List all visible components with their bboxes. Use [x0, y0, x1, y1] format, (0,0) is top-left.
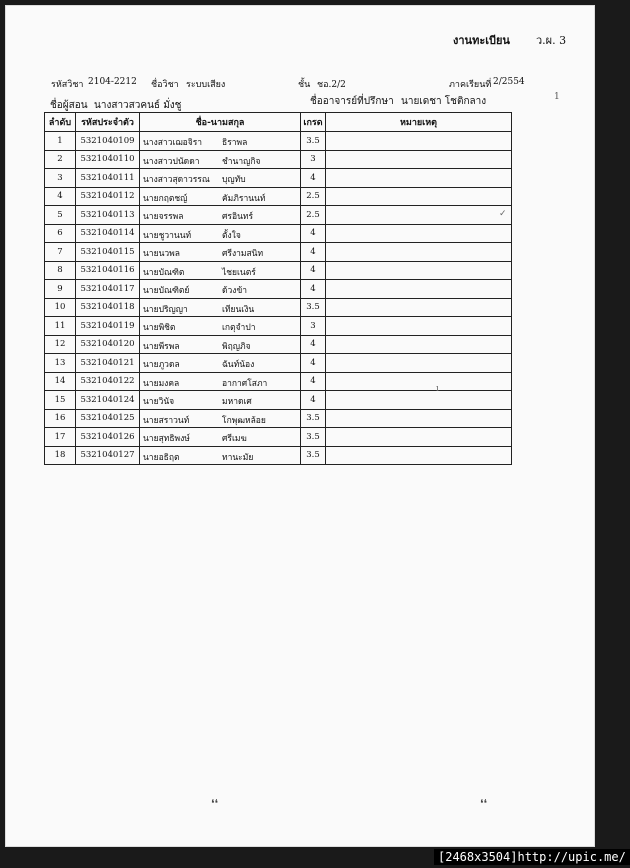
student-name-cell	[140, 428, 301, 447]
student-first-name: นางสาวสุดาวรรณ	[143, 175, 210, 185]
student-id-cell: 5321040115	[76, 243, 140, 262]
student-name-cell	[140, 372, 301, 391]
student-id-cell: 5321040118	[76, 298, 140, 317]
row-no-cell: 17	[45, 428, 76, 447]
student-name-cell	[140, 169, 301, 188]
student-last-name: อากาศโสภา	[222, 378, 268, 389]
teacher-label: ชื่อผู้สอน	[50, 100, 88, 111]
grade-cell: 4	[301, 391, 326, 410]
table-row	[45, 187, 512, 206]
student-id-cell: 5321040116	[76, 261, 140, 280]
col-id-header: รหัสประจำตัว	[76, 113, 140, 132]
advisor-label: ชื่ออาจารย์ที่ปรึกษา	[310, 96, 394, 107]
image-source-banner: [2468x3504]http://upic.me/	[434, 849, 630, 865]
grade-cell: 4	[301, 261, 326, 280]
pen-mark: ı	[436, 384, 439, 394]
row-no-cell: 12	[45, 335, 76, 354]
table-row	[45, 261, 512, 280]
grade-cell: 4	[301, 243, 326, 262]
note-cell	[326, 391, 512, 410]
student-first-name: นายปริญญา	[143, 304, 188, 315]
row-no-cell: 2	[45, 150, 76, 169]
table-row	[45, 317, 512, 336]
note-cell	[326, 409, 512, 428]
student-name-cell	[140, 150, 301, 169]
note-cell	[326, 243, 512, 262]
check-mark: ✓	[499, 209, 507, 219]
student-id-cell: 5321040109	[76, 132, 140, 151]
table-row	[45, 372, 512, 391]
course-code-value: 2104-2212	[88, 77, 137, 87]
class-value: ชอ.2/2	[317, 80, 346, 90]
student-last-name: ทานะมัย	[222, 452, 254, 463]
col-note-header: หมายเหตุ	[326, 113, 512, 132]
table-row	[45, 243, 512, 262]
table-row	[45, 280, 512, 299]
student-last-name: โกพุฒหล้อย	[222, 415, 266, 426]
grade-cell: 3.5	[301, 409, 326, 428]
term-value: 2/2554	[493, 77, 525, 87]
student-last-name: ธิราพล	[222, 138, 248, 148]
note-cell	[326, 187, 512, 206]
grade-cell: 2.5	[301, 206, 326, 225]
row-no-cell: 3	[45, 169, 76, 188]
student-first-name: นายวินัจ	[143, 397, 175, 407]
student-name-cell	[140, 206, 301, 225]
student-last-name: ไชยเนตร์	[222, 267, 256, 278]
student-last-name: พิฤญภิจ	[222, 341, 251, 352]
grade-cell: 4	[301, 224, 326, 243]
student-last-name: เกตุจำปา	[222, 323, 256, 333]
student-id-cell: 5321040113	[76, 206, 140, 225]
student-first-name: นายชูวานนท์	[143, 230, 192, 241]
table-header-row	[45, 113, 512, 132]
row-no-cell: 9	[45, 280, 76, 299]
student-name-cell	[140, 280, 301, 299]
advisor-value: นายเดชา โชติกลาง	[401, 96, 487, 107]
col-grade-header: เกรด	[301, 113, 326, 132]
note-cell	[326, 298, 512, 317]
student-id-cell: 5321040126	[76, 428, 140, 447]
note-cell	[326, 280, 512, 299]
student-first-name: นายสราวนท์	[143, 415, 190, 426]
student-first-name: นายกฤตชญ์	[143, 193, 188, 204]
student-name-cell	[140, 243, 301, 262]
student-id-cell: 5321040120	[76, 335, 140, 354]
row-no-cell: 8	[45, 261, 76, 280]
row-no-cell: 16	[45, 409, 76, 428]
student-name-cell	[140, 187, 301, 206]
student-name-cell	[140, 391, 301, 410]
student-last-name: เทียนเงิน	[222, 304, 255, 315]
grade-cell: 2.5	[301, 187, 326, 206]
student-first-name: นายพิชิต	[143, 323, 176, 333]
term-label: ภาคเรียนที่	[449, 80, 492, 90]
note-cell	[326, 317, 512, 336]
grade-cell: 3.5	[301, 132, 326, 151]
student-last-name: ตั้งใจ	[222, 230, 241, 241]
note-cell	[326, 354, 512, 373]
side-mark: 1	[554, 92, 560, 102]
row-no-cell: 1	[45, 132, 76, 151]
student-name-cell	[140, 409, 301, 428]
student-first-name: นางสาวปนัดดา	[143, 156, 200, 167]
table-row	[45, 428, 512, 447]
note-cell	[326, 335, 512, 354]
student-name-cell	[140, 261, 301, 280]
row-no-cell: 15	[45, 391, 76, 410]
grade-cell: 4	[301, 372, 326, 391]
student-id-cell: 5321040112	[76, 187, 140, 206]
office-title: งานทะเบียน	[453, 34, 510, 47]
grade-cell: 4	[301, 280, 326, 299]
note-cell	[326, 372, 512, 391]
student-first-name: นายภูวดล	[143, 360, 180, 370]
note-cell	[326, 446, 512, 465]
student-id-cell: 5321040114	[76, 224, 140, 243]
student-last-name: ศรีเมฆ	[222, 434, 247, 444]
student-last-name: ศรอินทร์	[222, 212, 254, 222]
student-last-name: บุญทับ	[222, 175, 246, 185]
table-row	[45, 446, 512, 465]
student-id-cell: 5321040124	[76, 391, 140, 410]
table-row	[45, 335, 512, 354]
student-name-cell	[140, 446, 301, 465]
grade-table	[44, 112, 512, 465]
student-first-name: นายอธิฤต	[143, 452, 180, 463]
note-cell	[326, 428, 512, 447]
table-row	[45, 206, 512, 225]
student-id-cell: 5321040122	[76, 372, 140, 391]
row-no-cell: 13	[45, 354, 76, 373]
row-no-cell: 11	[45, 317, 76, 336]
student-last-name: ชำนาญกิจ	[222, 156, 261, 167]
note-cell	[326, 224, 512, 243]
student-first-name: นางสาวเฌอจิรา	[143, 138, 203, 148]
row-no-cell: 6	[45, 224, 76, 243]
row-no-cell: 7	[45, 243, 76, 262]
student-name-cell	[140, 317, 301, 336]
grade-cell: 4	[301, 335, 326, 354]
grade-cell: 3.5	[301, 446, 326, 465]
student-name-cell	[140, 354, 301, 373]
col-name-header: ชื่อ-นามสกุล	[140, 113, 301, 132]
note-cell	[326, 261, 512, 280]
note-cell	[326, 150, 512, 169]
footer-mark-right: ❛❛	[480, 797, 488, 810]
student-last-name: คัมภิรานนท์	[222, 193, 266, 204]
student-name-cell	[140, 335, 301, 354]
student-id-cell: 5321040125	[76, 409, 140, 428]
table-row	[45, 169, 512, 188]
footer-mark-left: ❛❛	[211, 797, 219, 810]
note-cell	[326, 169, 512, 188]
student-id-cell: 5321040117	[76, 280, 140, 299]
grade-cell: 4	[301, 354, 326, 373]
row-no-cell: 4	[45, 187, 76, 206]
row-no-cell: 14	[45, 372, 76, 391]
student-name-cell	[140, 224, 301, 243]
student-name-cell	[140, 132, 301, 151]
form-code: ว.ผ. 3	[536, 34, 567, 47]
grade-cell: 4	[301, 169, 326, 188]
table-row	[45, 409, 512, 428]
student-first-name: นายนวพล	[143, 249, 180, 259]
teacher-value: นางสาวสวคนธ์ มั่งชู	[94, 100, 182, 111]
course-code-label: รหัสวิชา	[51, 80, 84, 90]
student-first-name: นายพีรพล	[143, 341, 180, 352]
row-no-cell: 18	[45, 446, 76, 465]
grade-cell: 3	[301, 317, 326, 336]
note-cell	[326, 132, 512, 151]
grade-cell: 3.5	[301, 428, 326, 447]
student-last-name: ด้วงข้า	[222, 286, 248, 296]
student-id-cell: 5321040127	[76, 446, 140, 465]
table-row	[45, 224, 512, 243]
student-first-name: นายมงคล	[143, 378, 180, 389]
table-row	[45, 354, 512, 373]
col-no-header: ลำดับ	[45, 113, 76, 132]
student-last-name: ศรีงามสนิท	[222, 249, 264, 259]
student-name-cell	[140, 298, 301, 317]
note-cell	[326, 206, 512, 225]
row-no-cell: 5	[45, 206, 76, 225]
student-last-name: มหาดเศ	[222, 397, 252, 407]
student-id-cell: 5321040119	[76, 317, 140, 336]
course-name-label: ชื่อวิชา	[151, 80, 179, 90]
row-no-cell: 10	[45, 298, 76, 317]
class-label: ชั้น	[298, 80, 311, 90]
student-first-name: นายสุทธิพงษ์	[143, 434, 190, 444]
course-name-value: ระบบเสียง	[186, 80, 226, 90]
table-row	[45, 391, 512, 410]
table-row	[45, 298, 512, 317]
table-row	[45, 150, 512, 169]
student-id-cell: 5321040110	[76, 150, 140, 169]
grade-cell: 3	[301, 150, 326, 169]
grade-cell: 3.5	[301, 298, 326, 317]
student-first-name: นายบัณฑิตย์	[143, 286, 190, 296]
table-row	[45, 132, 512, 151]
student-last-name: ฉันท์น้อง	[222, 360, 255, 370]
document-page	[5, 5, 595, 847]
student-first-name: นายบัณฑิต	[143, 267, 185, 278]
student-first-name: นายจรรพล	[143, 212, 184, 222]
student-id-cell: 5321040111	[76, 169, 140, 188]
student-id-cell: 5321040121	[76, 354, 140, 373]
